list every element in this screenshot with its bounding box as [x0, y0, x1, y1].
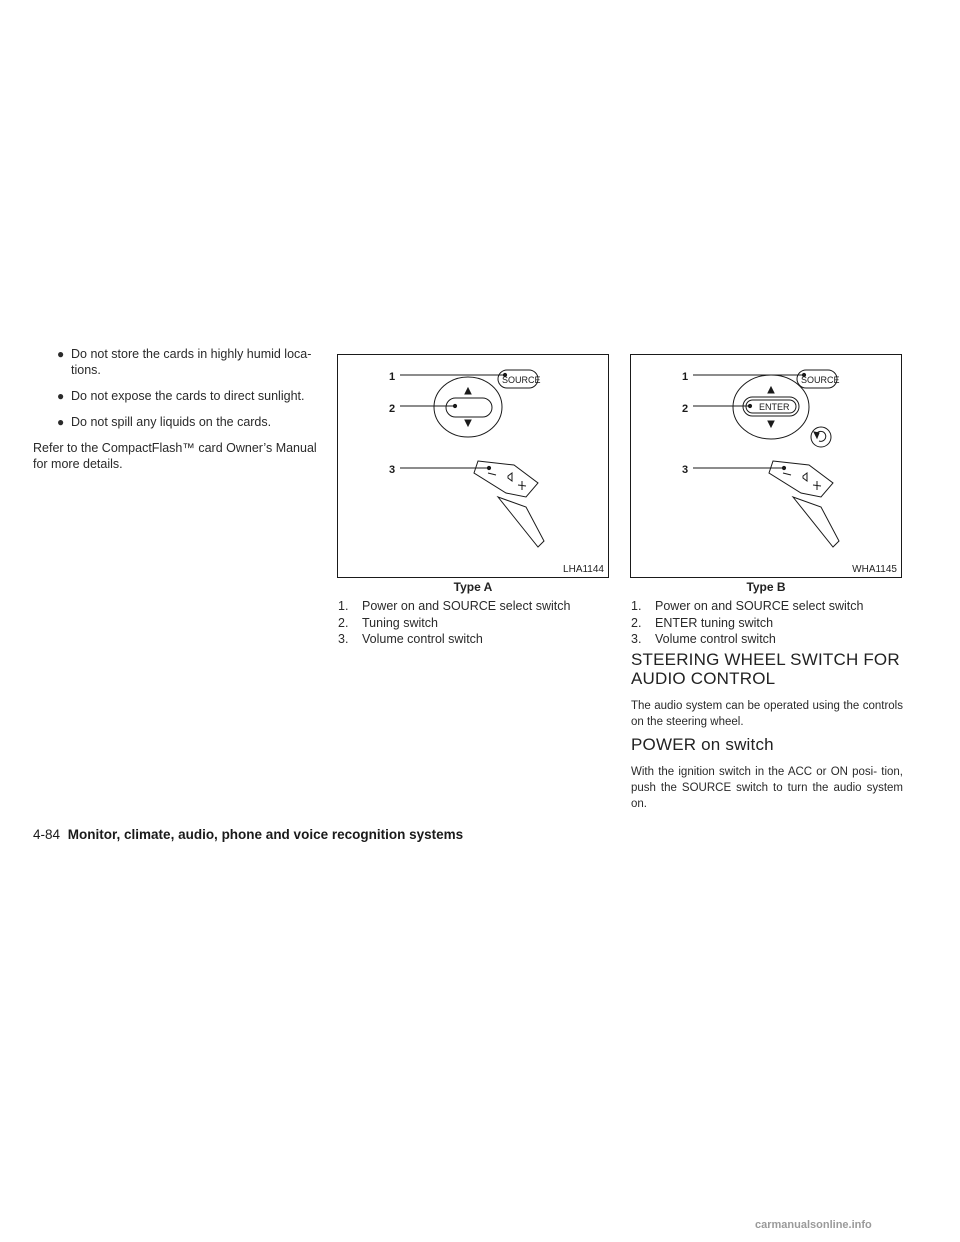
figure-type-a — [337, 354, 609, 578]
section-heading: STEERING WHEEL SWITCH FOR AUDIO CONTROL — [631, 650, 900, 688]
bullet-icon: ● — [57, 415, 65, 429]
steering-switch-a-illustration — [338, 355, 608, 577]
back-button-icon — [811, 427, 831, 447]
figure-code: WHA1145 — [852, 564, 897, 575]
section-body: With the ignition switch in the ACC or ON posi- tion, push the SOURCE switch to turn the audio system on. — [631, 766, 903, 810]
list-item: 2. Tuning switch — [338, 615, 438, 630]
watermark: carmanualsonline.info — [755, 1219, 872, 1231]
callout-1: 1 — [682, 371, 689, 383]
callout-3: 3 — [682, 464, 689, 476]
source-label: SOURCE — [801, 375, 840, 385]
list-item: 3. Volume control switch — [631, 632, 776, 646]
figure-a-title: Type A — [453, 580, 493, 594]
bullet-icon: ● — [57, 347, 65, 361]
callout-3: 3 — [389, 464, 396, 476]
page-footer — [33, 827, 463, 842]
section-body: The audio system can be operated using the controls on the steering wheel. — [631, 700, 903, 728]
figure-code: LHA1144 — [563, 564, 604, 575]
section-steering-wheel-switch — [631, 650, 903, 730]
list-item: 1. Power on and SOURCE select switch — [631, 599, 864, 613]
figure-b-legend — [631, 598, 911, 648]
left-column — [33, 346, 325, 472]
list-item: 3. Volume control switch — [338, 632, 483, 646]
section-power-on-switch — [631, 735, 903, 812]
callout-2: 2 — [682, 403, 689, 415]
callout-1: 1 — [389, 371, 396, 383]
callout-2: 2 — [389, 403, 396, 415]
bullet-text: Do not store the cards in highly humid loca- tions. — [71, 347, 312, 377]
enter-label: ENTER — [759, 402, 790, 412]
bullet-text: Do not spill any liquids on the cards. — [71, 415, 272, 429]
section-heading: POWER on switch — [631, 735, 774, 754]
bullet-item — [33, 346, 325, 378]
list-item: 2. ENTER tuning switch — [631, 615, 774, 630]
bullet-icon: ● — [57, 389, 65, 403]
reference-paragraph: Refer to the CompactFlash™ card Owner’s Manual for more details. — [33, 441, 317, 471]
page-number: 4-84 — [33, 827, 61, 842]
source-label: SOURCE — [502, 375, 541, 385]
list-item: 1. Power on and SOURCE select switch — [338, 599, 571, 613]
figure-a-legend — [338, 598, 618, 648]
bullet-text: Do not expose the cards to direct sunlight. — [71, 389, 305, 403]
figure-type-b — [630, 354, 902, 578]
bullet-item — [33, 388, 325, 404]
figure-b-title: Type B — [746, 580, 786, 594]
steering-switch-b-illustration — [631, 355, 901, 577]
bullet-item — [33, 414, 325, 430]
chapter-title: Monitor, climate, audio, phone and voice recognition systems — [67, 827, 464, 842]
